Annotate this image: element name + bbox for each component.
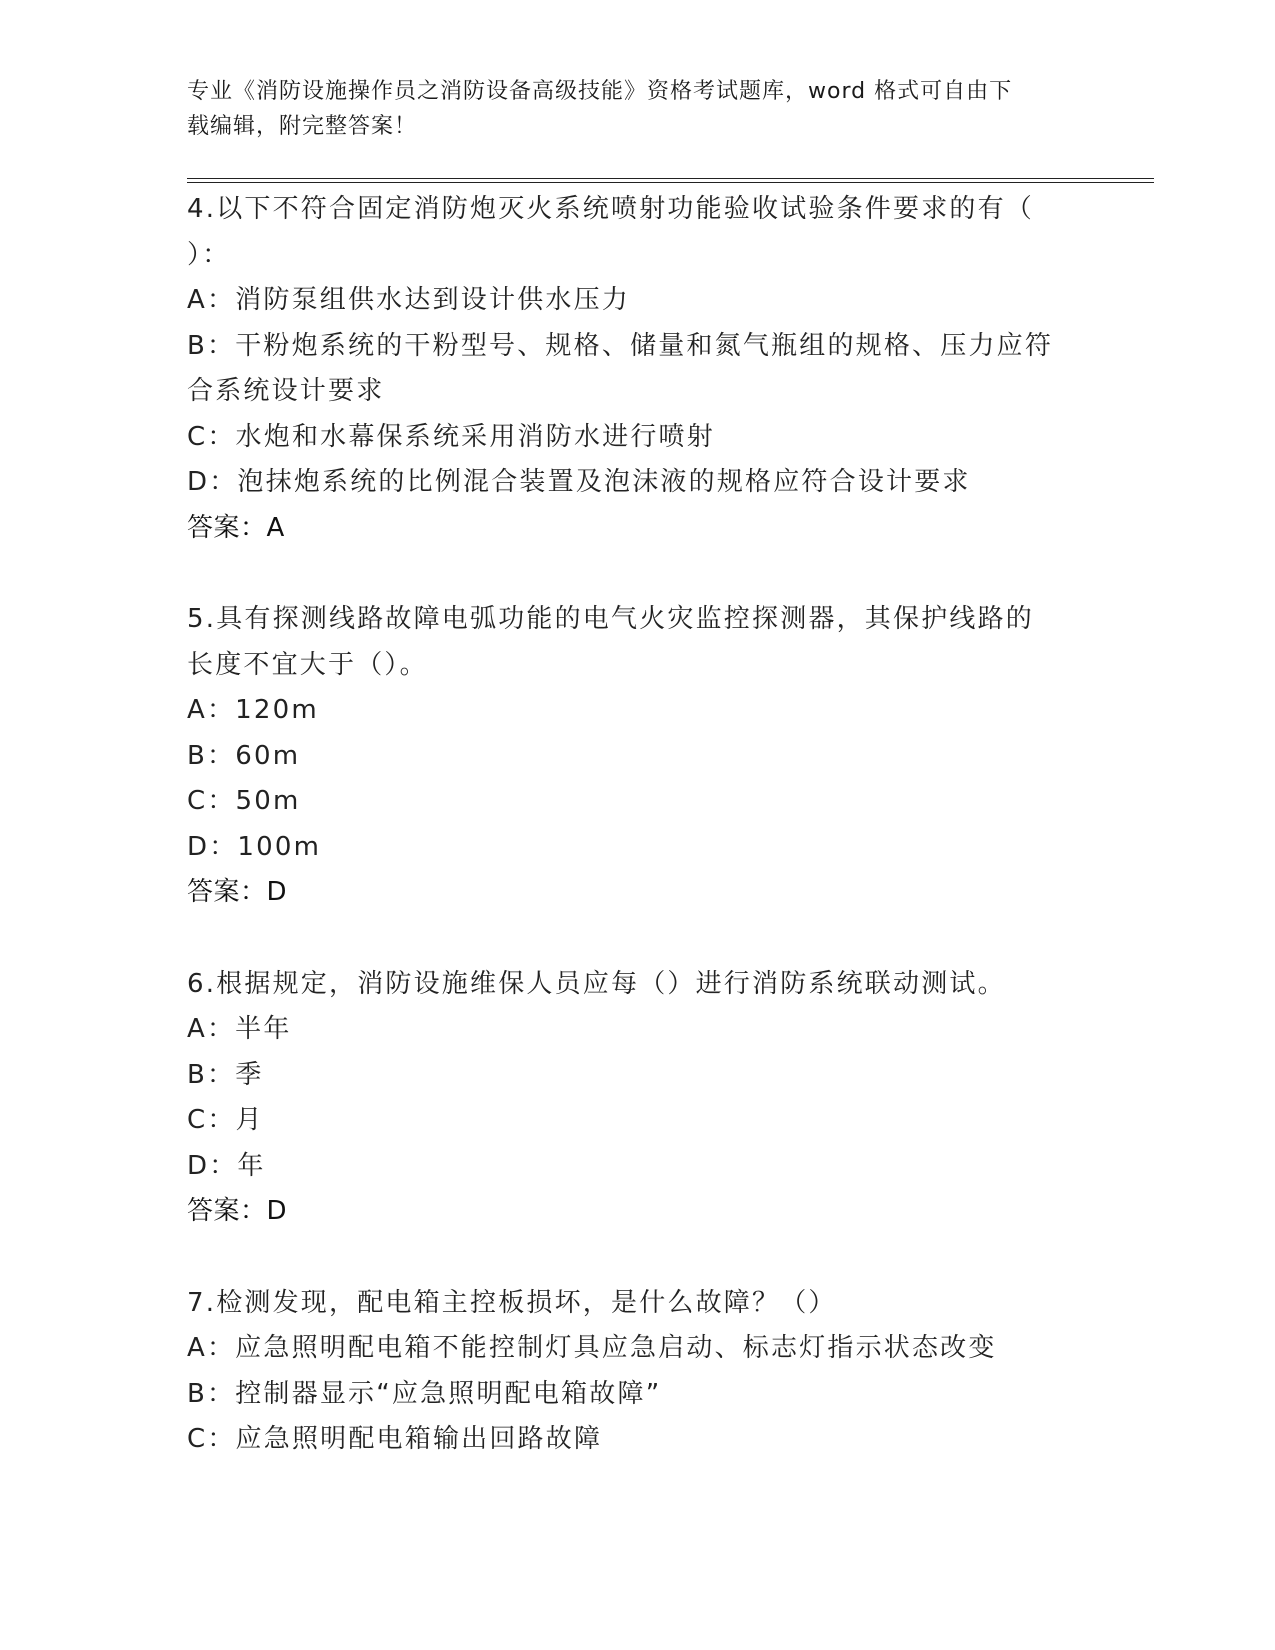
- question-6: [187, 962, 1087, 1235]
- option-d: D：泡抹炮系统的比例混合装置及泡沫液的规格应符合设计要求: [187, 467, 971, 497]
- option-d: D：100m: [187, 831, 322, 862]
- answer: 答案：D: [187, 1196, 288, 1226]
- option-b: B：60m: [187, 740, 301, 771]
- document-header: [187, 74, 1087, 144]
- option-b: B：控制器显示“应急照明配电箱故障”: [187, 1378, 662, 1409]
- question-stem-line: 4.以下不符合固定消防炮灭火系统喷射功能验收试验条件要求的有（: [187, 194, 1035, 224]
- option-c: C：应急照明配电箱输出回路故障: [187, 1424, 603, 1454]
- header-line-2: 载编辑，附完整答案！: [187, 114, 418, 139]
- question-5: [187, 597, 1087, 916]
- option-c: C：月: [187, 1105, 264, 1135]
- question-7: [187, 1281, 1087, 1463]
- answer: 答案：A: [187, 512, 285, 543]
- question-stem-line: 长度不宜大于（）。: [187, 649, 428, 680]
- option-c: C：水炮和水幕保系统采用消防水进行喷射: [187, 421, 715, 452]
- question-stem-line: 6.根据规定，消防设施维保人员应每（）进行消防系统联动测试。: [187, 968, 1006, 999]
- option-a: A：120m: [187, 695, 319, 725]
- question-4: [187, 187, 1087, 551]
- question-list: [187, 187, 1087, 1509]
- header-line-1: 专业《消防设施操作员之消防设备高级技能》资格考试题库，word 格式可自由下: [187, 79, 1013, 104]
- option-b: B：季: [187, 1059, 264, 1090]
- option-b: B：干粉炮系统的干粉型号、规格、储量和氮气瓶组的规格、压力应符: [187, 330, 1054, 361]
- question-stem-line: ）：: [187, 239, 231, 270]
- option-a: A：半年: [187, 1014, 292, 1044]
- option-c: C：50m: [187, 786, 301, 816]
- question-stem-line: 7.检测发现，配电箱主控板损坏，是什么故障？（）: [187, 1287, 837, 1318]
- option-b-continued: 合系统设计要求: [187, 376, 385, 406]
- answer: 答案：D: [187, 877, 288, 907]
- option-a: A：应急照明配电箱不能控制灯具应急启动、标志灯指示状态改变: [187, 1333, 997, 1363]
- header-divider-bottom: [187, 182, 1154, 183]
- header-divider-top: [187, 178, 1154, 179]
- option-a: A：消防泵组供水达到设计供水压力: [187, 285, 630, 315]
- question-stem-line: 5.具有探测线路故障电弧功能的电气火灾监控探测器，其保护线路的: [187, 604, 1035, 634]
- option-d: D：年: [187, 1150, 266, 1181]
